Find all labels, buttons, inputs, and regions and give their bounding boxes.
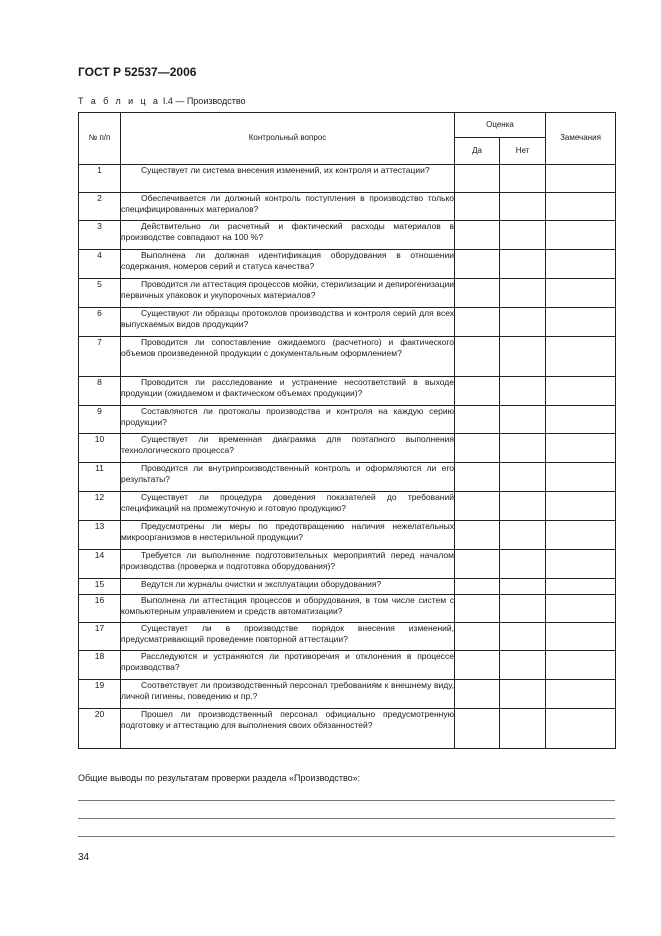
table-row xyxy=(79,680,616,709)
control-question xyxy=(121,279,455,308)
yes-cell xyxy=(455,221,500,250)
control-question-text: Существует ли процедура доведения показателей до требований спецификаций на промежуточную и готовую продукцию? xyxy=(121,492,454,514)
no-cell xyxy=(500,463,546,492)
no-cell xyxy=(500,579,546,595)
table-row xyxy=(79,651,616,680)
row-number: 17 xyxy=(79,623,121,651)
control-question-text: Составляются ли протоколы производства и контроля на каждую серию продукции? xyxy=(121,406,454,428)
control-question xyxy=(121,434,455,463)
control-question-text: Выполнена ли аттестация процессов и оборудования, в том числе систем с компьютерным управлением и средств автоматизации? xyxy=(121,595,454,617)
control-question-text: Существует ли в производстве порядок внесения изменений, предусматривающий проведение повторной аттестации? xyxy=(121,623,454,645)
row-number: 1 xyxy=(79,165,121,193)
row-number: 9 xyxy=(79,406,121,434)
yes-cell xyxy=(455,492,500,521)
control-question xyxy=(121,221,455,250)
row-number: 2 xyxy=(79,193,121,221)
no-cell xyxy=(500,595,546,623)
control-question-text: Существуют ли образцы протоколов производства и контроля серий для всех выпускаемых видов продукции? xyxy=(121,308,454,330)
table-row xyxy=(79,521,616,550)
control-question xyxy=(121,377,455,406)
table-body xyxy=(79,165,616,749)
yes-cell xyxy=(455,521,500,550)
table-row xyxy=(79,377,616,406)
remarks-cell xyxy=(546,434,616,463)
table-row xyxy=(79,193,616,221)
row-number: 11 xyxy=(79,463,121,492)
control-question-text: Существует ли временная диаграмма для поэтапного выполнения технологического процесса? xyxy=(121,434,454,456)
yes-cell xyxy=(455,595,500,623)
no-cell xyxy=(500,337,546,377)
no-cell xyxy=(500,250,546,279)
table-label: Т а б л и ц а xyxy=(78,96,161,106)
table-row xyxy=(79,709,616,749)
table-title: I.4 — Производство xyxy=(162,96,246,106)
remarks-cell xyxy=(546,651,616,680)
no-cell xyxy=(500,709,546,749)
remarks-cell xyxy=(546,595,616,623)
header-remarks: Замечания xyxy=(546,113,616,165)
no-cell xyxy=(500,406,546,434)
yes-cell xyxy=(455,680,500,709)
yes-cell xyxy=(455,337,500,377)
control-question-text: Ведутся ли журналы очистки и эксплуатации оборудования? xyxy=(141,579,382,589)
yes-cell xyxy=(455,463,500,492)
control-question-text: Проводится ли расследование и устранение несоответствий в выходе продукции (ожидаемом и фактическом объемах продукции)? xyxy=(121,377,454,399)
row-number: 14 xyxy=(79,550,121,579)
row-number: 8 xyxy=(79,377,121,406)
remarks-cell xyxy=(546,250,616,279)
remarks-cell xyxy=(546,279,616,308)
no-cell xyxy=(500,377,546,406)
remarks-cell xyxy=(546,221,616,250)
remarks-cell xyxy=(546,406,616,434)
control-question-text: Предусмотрены ли меры по предотвращению наличия нежелательных микроорганизмов в нестерильной продукции? xyxy=(121,521,454,543)
no-cell xyxy=(500,680,546,709)
yes-cell xyxy=(455,623,500,651)
header-grade: Оценка xyxy=(455,113,546,138)
page-number: 34 xyxy=(78,852,90,863)
yes-cell xyxy=(455,165,500,193)
remarks-cell xyxy=(546,193,616,221)
yes-cell xyxy=(455,250,500,279)
document-code: ГОСТ Р 52537—2006 xyxy=(78,65,197,79)
table-row xyxy=(79,463,616,492)
yes-cell xyxy=(455,579,500,595)
table-row xyxy=(79,406,616,434)
yes-cell xyxy=(455,377,500,406)
remarks-cell xyxy=(546,165,616,193)
control-question-text: Обеспечивается ли должный контроль поступления в производство только специфицированных материалов? xyxy=(121,193,454,215)
control-question xyxy=(121,651,455,680)
table-row xyxy=(79,221,616,250)
table-row xyxy=(79,165,616,193)
control-question xyxy=(121,406,455,434)
row-number: 12 xyxy=(79,492,121,521)
table-row xyxy=(79,279,616,308)
control-question xyxy=(121,579,455,595)
control-question xyxy=(121,250,455,279)
control-question-text: Расследуются и устраняются ли противоречия и отклонения в процессе производства? xyxy=(121,651,454,673)
yes-cell xyxy=(455,406,500,434)
yes-cell xyxy=(455,279,500,308)
row-number: 10 xyxy=(79,434,121,463)
row-number: 4 xyxy=(79,250,121,279)
remarks-cell xyxy=(546,308,616,337)
yes-cell xyxy=(455,550,500,579)
conclusion-line xyxy=(78,800,615,801)
remarks-cell xyxy=(546,579,616,595)
table-row xyxy=(79,492,616,521)
table-row xyxy=(79,623,616,651)
row-number: 16 xyxy=(79,595,121,623)
remarks-cell xyxy=(546,709,616,749)
control-question-text: Выполнена ли должная идентификация оборудования в отношении содержания, номеров серий и статуса качества? xyxy=(121,250,454,272)
control-question xyxy=(121,521,455,550)
row-number: 5 xyxy=(79,279,121,308)
row-number: 19 xyxy=(79,680,121,709)
control-question-text: Проводится ли сопоставление ожидаемого (расчетного) и фактического объемов произведенной продукции с документальным оформлением? xyxy=(121,337,454,359)
no-cell xyxy=(500,623,546,651)
remarks-cell xyxy=(546,337,616,377)
remarks-cell xyxy=(546,521,616,550)
no-cell xyxy=(500,550,546,579)
row-number: 3 xyxy=(79,221,121,250)
control-question xyxy=(121,308,455,337)
no-cell xyxy=(500,521,546,550)
row-number: 18 xyxy=(79,651,121,680)
no-cell xyxy=(500,308,546,337)
control-question xyxy=(121,623,455,651)
row-number: 15 xyxy=(79,579,121,595)
control-question-text: Проводится ли внутрипроизводственный контроль и оформляются ли его результаты? xyxy=(121,463,454,485)
header-yes: Да xyxy=(455,137,500,164)
conclusion-label: Общие выводы по результатам проверки раздела «Производство»: xyxy=(78,773,361,783)
no-cell xyxy=(500,193,546,221)
production-checklist-table xyxy=(78,112,616,749)
header-question: Контрольный вопрос xyxy=(121,113,455,165)
table-row xyxy=(79,337,616,377)
control-question-text: Проводится ли аттестация процессов мойки, стерилизации и депирогенизации первичных упаковок и укупорочных материалов? xyxy=(121,279,454,301)
control-question-text: Действительно ли расчетный и фактический расходы материалов в производстве совпадают на 100 %? xyxy=(121,221,454,243)
remarks-cell xyxy=(546,463,616,492)
yes-cell xyxy=(455,651,500,680)
no-cell xyxy=(500,434,546,463)
yes-cell xyxy=(455,308,500,337)
no-cell xyxy=(500,221,546,250)
table-row xyxy=(79,250,616,279)
control-question xyxy=(121,709,455,749)
header-num: № п/п xyxy=(79,113,121,165)
control-question xyxy=(121,463,455,492)
remarks-cell xyxy=(546,680,616,709)
yes-cell xyxy=(455,193,500,221)
table-row xyxy=(79,550,616,579)
row-number: 7 xyxy=(79,337,121,377)
control-question-text: Соответствует ли производственный персонал требованиям к внешнему виду, личной гигиены, поведению и пр.? xyxy=(121,680,454,702)
yes-cell xyxy=(455,709,500,749)
table-row xyxy=(79,595,616,623)
control-question-text: Прошел ли производственный персонал официально предусмотренную подготовку и аттестацию для выполнения своих обязанностей? xyxy=(121,709,454,731)
table-caption xyxy=(78,96,246,106)
conclusion-line xyxy=(78,836,615,837)
conclusion-line xyxy=(78,818,615,819)
control-question xyxy=(121,193,455,221)
row-number: 20 xyxy=(79,709,121,749)
no-cell xyxy=(500,165,546,193)
header-no: Нет xyxy=(500,137,546,164)
control-question xyxy=(121,680,455,709)
no-cell xyxy=(500,279,546,308)
remarks-cell xyxy=(546,623,616,651)
table-row xyxy=(79,434,616,463)
control-question-text: Требуется ли выполнение подготовительных мероприятий перед началом производства (проверка и подготовка оборудования)? xyxy=(121,550,454,572)
control-question xyxy=(121,165,455,193)
table-row xyxy=(79,579,616,595)
no-cell xyxy=(500,492,546,521)
no-cell xyxy=(500,651,546,680)
control-question xyxy=(121,595,455,623)
row-number: 13 xyxy=(79,521,121,550)
control-question xyxy=(121,337,455,377)
remarks-cell xyxy=(546,492,616,521)
row-number: 6 xyxy=(79,308,121,337)
control-question xyxy=(121,550,455,579)
yes-cell xyxy=(455,434,500,463)
control-question-text: Существует ли система внесения изменений, их контроля и аттестации? xyxy=(141,165,430,175)
table-row xyxy=(79,308,616,337)
remarks-cell xyxy=(546,377,616,406)
remarks-cell xyxy=(546,550,616,579)
control-question xyxy=(121,492,455,521)
